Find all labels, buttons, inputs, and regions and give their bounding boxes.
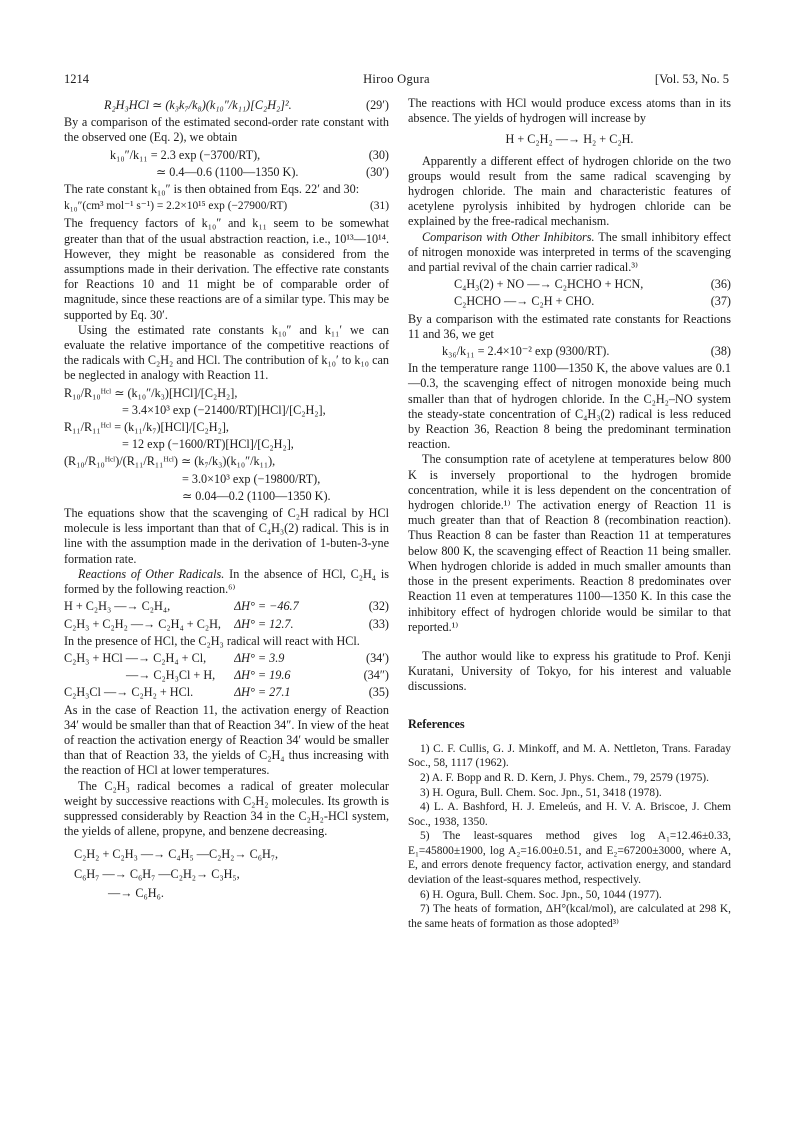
equation-34-double-prime: —→ C₂H₃Cl + H, ΔH° = 19.6 (34″) [126, 668, 389, 683]
paragraph: The equations show that the scavenging of C₂H radical by HCl molecule is less important than that of C₄H₃(2) radical. This is in line with the assumption made in the derivation of 1-buten-3-yne formation rate. [64, 506, 389, 566]
equation-37: C₂HCHO —→ C₂H + CHO. (37) [454, 294, 731, 309]
left-column [64, 96, 389, 905]
paragraph: The C₂H₃ radical becomes a radical of greater molecular weight by successive reactions with C₂H₂ molecules. Its growth is suppressed considerably by Reaction 34 in the C₂H₂-HCl system, the yields of allene, propyne, and benzene decreasing. [64, 778, 389, 839]
ratio-equation: = 3.0×10³ exp (−19800/RT), [182, 471, 321, 486]
reaction-scheme-line: —→ C₆H₆. [108, 885, 164, 900]
paragraph: The consumption rate of acetylene at temperatures below 800 K is inversely proportional to the hydrogen bromide concentration, while it is less dependent on the concentration of hydrogen chloride.¹⁾ The activation energy of Reaction 11 is much greater than that of Reaction 8 (recombination reaction). Thus Reaction 8 can be faster than Reaction 11 at temperatures below 800 K, the scavenging effect of Reaction 11 being smaller. When hydrogen chloride is added in much smaller amounts than those in the present experiments. Reaction 8 predominates over Reaction 11 even at temperatures 1100—1350 K. In this case the inhibitory effect of hydrogen chloride would be similar to that reported.¹⁾ [408, 452, 731, 634]
ratio-equation: ≃ 0.04—0.2 (1100—1350 K). [182, 488, 331, 503]
paragraph: Apparently a different effect of hydrogen chloride on the two groups would result from the same radical scavenging by hydrogen chloride. The main and characteristic features of acetylene pyrolysis inhibited by hydrogen chloride can be explained by the free-radical mechanism. [408, 153, 731, 229]
equation-31: k₁₀″(cm³ mol⁻¹ s⁻¹) = 2.2×10¹⁵ exp (−27900/RT) (31) [64, 200, 389, 213]
reaction-scheme-line: C₂H₂ + C₂H₃ —→ C₄H₅ —C₂H₂→ C₆H₇, [74, 847, 279, 862]
equation-36: C₄H₃(2) + NO —→ C₂HCHO + HCN, (36) [454, 277, 731, 292]
paragraph: By a comparison with the estimated rate constants for Reactions 11 and 36, we get [408, 311, 731, 341]
equation-h-atom: H + C₂H₂ —→ H₂ + C₂H. [505, 132, 634, 147]
references-heading: References [408, 716, 465, 731]
equation-32: H + C₂H₃ —→ C₂H₄, ΔH° = −46.7 (32) [64, 599, 389, 614]
equation-34-prime: C₂H₃ + HCl —→ C₂H₄ + Cl, ΔH° = 3.9 (34′) [64, 650, 389, 665]
running-author: Hiroo Ogura [363, 72, 430, 86]
paragraph: Comparison with Other Inhibitors. The small inhibitory effect of nitrogen monoxide was interpreted in terms of the scavenging and partial revival of the chain carrier radical.³⁾ [408, 229, 731, 275]
equation-30-prime: ≃ 0.4—0.6 (1100—1350 K). (30′) [156, 164, 389, 179]
reaction-scheme-line: C₆H₇ —→ C₆H₇ —C₂H₂→ C₃H₅, [74, 866, 240, 881]
reference-item: 3) H. Ogura, Bull. Chem. Soc. Jpn., 51, 3418 (1978). [420, 786, 662, 799]
reference-item: 7) The heats of formation, ΔH°(kcal/mol), are calculated at 298 K, the same heats of formation as those adopted³⁾ [408, 903, 731, 930]
paragraph: In the temperature range 1100—1350 K, the above values are 0.1—0.3, the scavenging effect of nitrogen monoxide being much smaller than that of hydrogen chloride. In the C₂H₂–NO system the steady-state concentration of C₄H₃(2) radical is less reduced by Reaction 36, Reaction 8 being the predominant termination reaction. [408, 361, 731, 452]
paragraph: The reactions with HCl would produce excess atoms than in its absence. The yields of hydrogen will increase by [408, 96, 731, 126]
journal-volume: [Vol. 53, No. 5 [654, 72, 729, 86]
ratio-equation: = 12 exp (−1600/RT)[HCl]/[C₂H₂], [122, 437, 294, 452]
reference-list [408, 742, 731, 932]
ratio-equation: = 3.4×10³ exp (−21400/RT)[HCl]/[C₂H₂], [122, 402, 326, 417]
acknowledgment: The author would like to express his gratitude to Prof. Kenji Kuratani, University of Tokyo, for his interest and valuable discussions. [408, 648, 731, 694]
reference-item: 1) C. F. Cullis, G. J. Minkoff, and M. A. Nettleton, Trans. Faraday Soc., 58, 1117 (1962). [408, 742, 731, 770]
ratio-equation: R₁₀/R₁₀ᴴᶜˡ ≃ (k₁₀″/k₃)[HCl]/[C₂H₂], [64, 385, 238, 400]
right-column [408, 96, 731, 931]
equation-33: C₂H₃ + C₂H₂ —→ C₂H₄ + C₂H, ΔH° = 12.7. (33) [64, 616, 389, 631]
equation-29: R₂H₃HCl ≃ (k₃k₇/k₈)(k₁₀″/k₁₁)[C₂H₂]². (29′) [104, 98, 389, 112]
paragraph: In the presence of HCl, the C₂H₃ radical will react with HCl. [64, 633, 360, 648]
paragraph: Reactions of Other Radicals. In the absence of HCl, C₂H₄ is formed by the following reaction.⁶⁾ [64, 566, 389, 597]
reference-item: 4) L. A. Bashford, H. J. Emeleús, and H. V. A. Briscoe, J. Chem Soc., 1938, 1350. [408, 801, 731, 828]
reference-item: 2) A. F. Bopp and R. D. Kern, J. Phys. Chem., 79, 2579 (1975). [420, 771, 709, 784]
equation-38: k₃₆/k₁₁ = 2.4×10⁻² exp (9300/RT). (38) [442, 344, 731, 359]
reference-item: 5) The least-squares method gives log A₁=12.46±0.33, E₁=45800±1900, log A₂=16.00±0.51, and E₂=67200±3000, where A, E, and errors denote frequency factor, activation energy, and standard deviation of the least-squares method, respectively. [408, 830, 731, 887]
ratio-equation: (R₁₀/R₁₀ᴴᶜˡ)/(R₁₁/R₁₁ᴴᶜˡ) ≃ (k₇/k₃)(k₁₀″/k₁₁), [64, 454, 276, 469]
page-header [64, 72, 729, 88]
paragraph: As in the case of Reaction 11, the activation energy of Reaction 34′ would be smaller than that of Reaction 34″. In view of the heat of reaction the activation energy of Reaction 34′ would be smaller than that of Reaction 33, the yields of C₂H₄ thus increasing with the reaction of HCl at lower temperatures. [64, 702, 389, 778]
paragraph: By a comparison of the estimated second-order rate constant with the observed one (Eq. 2), we obtain [64, 115, 389, 145]
reference-item: 6) H. Ogura, Bull. Chem. Soc. Jpn., 50, 1044 (1977). [420, 888, 662, 901]
ratio-equation: R₁₁/R₁₁ᴴᶜˡ = (k₁₁/k₇)[HCl]/[C₂H₂], [64, 420, 229, 435]
paragraph: The frequency factors of k₁₀″ and k₁₁ seem to be somewhat greater than that of the usual abstraction reaction, i.e., 10¹³—10¹⁴. However, they might be reasonable as considered from the assumptions made in their derivation. The effective rate constants for Reactions 10 and 11 might be of comparable order of magnitude, since these reactions are of a similar type. This may be supported by Eq. 30′. [64, 216, 389, 322]
equation-30: k₁₀″/k₁₁ = 2.3 exp (−3700/RT), (30) [110, 147, 389, 162]
equation-35: C₂H₃Cl —→ C₂H₂ + HCl. ΔH° = 27.1 (35) [64, 685, 389, 700]
paragraph: The rate constant k₁₀″ is then obtained from Eqs. 22′ and 30: [64, 182, 360, 197]
paragraph: Using the estimated rate constants k₁₀″ and k₁₁′ we can evaluate the relative importance of the competitive reactions of the radicals with C₂H₂ and HCl. The contribution of k₁₀′ to k₁₀ can be neglected in analogy with Reaction 11. [64, 322, 389, 383]
page-number: 1214 [64, 72, 89, 86]
